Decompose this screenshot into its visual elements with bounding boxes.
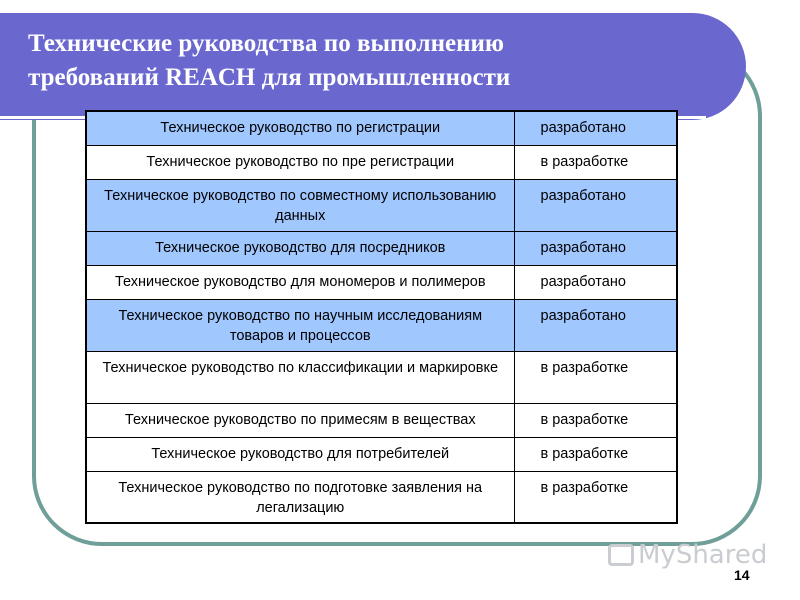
slide-title [28,27,510,95]
guide-name: Техническое руководство по пре регистрации [86,145,514,179]
guide-status: в разработке [514,437,677,471]
guide-name: Техническое руководство по классификации и маркировке [86,351,514,403]
guide-status: разработано [514,111,677,145]
table-row [86,231,677,265]
guide-name: Техническое руководство для посредников [86,231,514,265]
table-row [86,299,677,351]
slide-title-line-2: требований REACH для промышленности [28,64,511,91]
table-row [86,403,677,437]
guide-name: Техническое руководство по регистрации [86,111,514,145]
guide-status: разработано [514,231,677,265]
table-row [86,351,677,403]
watermark [608,540,767,570]
guide-name: Техническое руководство по научным исследованиям товаров и процессов [86,299,514,351]
slide-number: 14 [734,567,750,583]
guide-name: Техническое руководство по совместному использованию данных [86,179,514,231]
guide-status: разработано [514,179,677,231]
guide-name: Техническое руководство для мономеров и полимеров [86,265,514,299]
guide-name: Техническое руководство по примесям в веществах [86,403,514,437]
guide-status: в разработке [514,145,677,179]
table-row [86,437,677,471]
guide-status: разработано [514,265,677,299]
guide-status: в разработке [514,471,677,523]
table-row [86,145,677,179]
guide-name: Техническое руководство по подготовке заявления на легализацию [86,471,514,523]
slide-title-line-1: Технические руководства по выполнению [28,30,504,57]
table-row [86,471,677,523]
table-row [86,265,677,299]
guide-status: в разработке [514,351,677,403]
table-row [86,111,677,145]
guides-table [85,110,678,524]
guide-status: разработано [514,299,677,351]
guide-status: в разработке [514,403,677,437]
watermark-text: MyShared [638,540,768,570]
guide-name: Техническое руководство для потребителей [86,437,514,471]
presentation-board-icon [608,544,634,566]
table-row [86,179,677,231]
